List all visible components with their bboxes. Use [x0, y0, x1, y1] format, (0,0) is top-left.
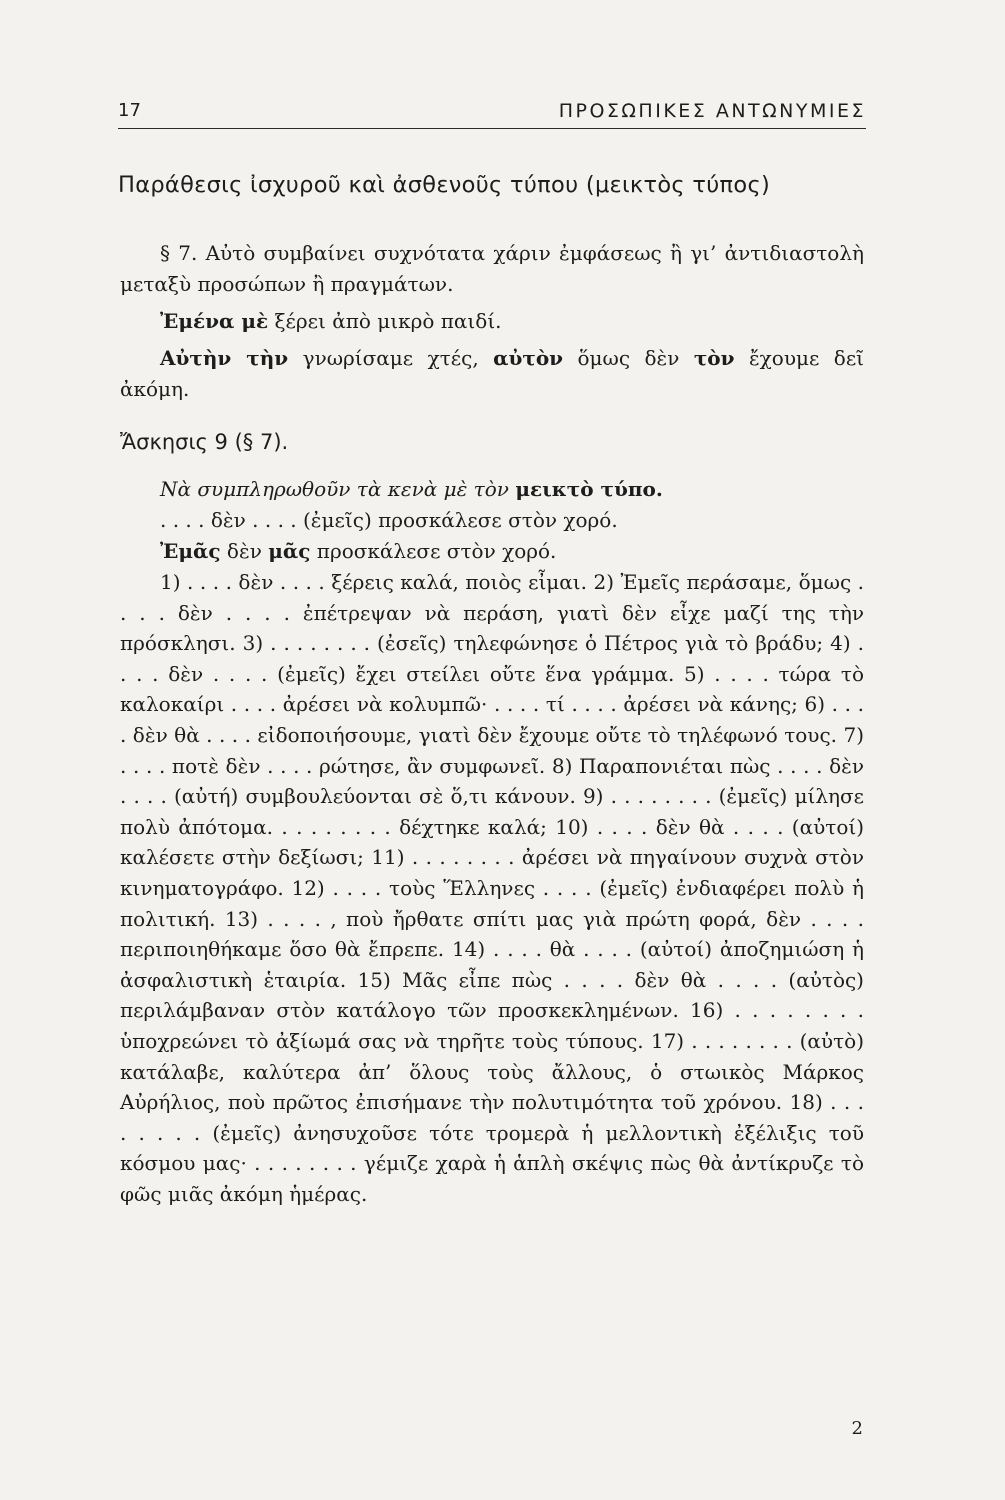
example-1-emphasis: Ἐμένα μὲ: [160, 309, 269, 333]
answer-text-b: προσκάλεσε στὸν χορό.: [310, 539, 557, 563]
example-2-emphasis-c: τὸν: [693, 346, 735, 370]
instruction-text: Νὰ συμπληρωθοῦν τὰ κενὰ μὲ τὸν: [160, 477, 516, 501]
page-number-top: 17: [118, 100, 141, 121]
answer-emphasis-a: Ἐμᾶς: [160, 539, 221, 563]
example-2-text-a: γνωρίσαμε χτές,: [288, 346, 494, 370]
example-2: [120, 343, 864, 405]
answer-emphasis-b: μᾶς: [268, 539, 311, 563]
exercise-sample-answer: [120, 536, 864, 567]
example-2-text-b: ὅμως δὲν: [563, 346, 694, 370]
exercise-title: Ἄσκησις 9 (§ 7).: [120, 430, 289, 454]
exercise-instruction: [120, 474, 864, 505]
example-1-text: ξέρει ἀπὸ μικρὸ παιδί.: [268, 309, 502, 333]
example-2-emphasis-b: αὐτὸν: [493, 346, 564, 370]
instruction-emphasis: μεικτὸ τύπο.: [515, 477, 663, 501]
running-head: [118, 98, 866, 129]
example-1: [120, 306, 864, 337]
running-title: ΠΡΟΣΩΠΙΚΕΣ ΑΝΤΩΝΥΜΙΕΣ: [558, 100, 866, 122]
paragraph-7: § 7. Αὐτὸ συμβαίνει συχνότατα χάριν ἐμφάσεως ἢ γι’ ἀντιδιαστολὴ μεταξὺ προσώπων ἢ πραγμάτων.: [120, 241, 864, 296]
section-heading: Παράθεσις ἰσχυροῦ καὶ ἀσθενοῦς τύπου (μεικτὸς τύπος): [118, 172, 771, 198]
body-text: [120, 238, 864, 1209]
exercise-items: 1) . . . . δὲν . . . . ξέρεις καλά, ποιὸς εἶμαι. 2) Ἐμεῖς περάσαμε, ὅμως . . . . δὲν . . . . ἐπέτρεψαν νὰ περάση, γιατὶ δὲν εἶχε μαζί της τὴν πρόσκλησι. 3) . . . . . . . . (ἐσεῖς) τηλεφώνησε ὁ Πέτρος γιὰ τὸ βράδυ; 4) . . . . δὲν . . . . (ἐμεῖς) ἔχει στείλει οὔτε ἕνα γράμμα. 5) . . . . τώρα τὸ καλοκαίρι . . . . ἀρέσει νὰ κολυμπῶ· . . . . τί . . . . ἀρέσει νὰ κάνης; 6) . . . . δὲν θὰ . . . . εἰδοποιήσουμε, γιατὶ δὲν ἔχουμε οὔτε τὸ τηλέφωνό τους. 7) . . . . ποτὲ δὲν . . . . ρώτησε, ἂν συμφωνεῖ. 8) Παραπονιέται πὼς . . . . δὲν . . . . (αὐτή) συμβουλεύονται σὲ ὅ,τι κάνουν. 9) . . . . . . . . (ἐμεῖς) μίλησε πολὺ ἀπότομα. . . . . . . . . δέχτηκε καλά; 10) . . . . δὲν θὰ . . . . (αὐτοί) καλέσετε στὴν δεξίωσι; 11) . . . . . . . . ἀρέσει νὰ πηγαίνουν συχνὰ στὸν κινηματογράφο. 12) . . . . τοὺς Ἕλληνες . . . . (ἐμεῖς) ἐνδιαφέρει πολὺ ἡ πολιτική. 13) . . . . , ποὺ ἤρθατε σπίτι μας γιὰ πρώτη φορά, δὲν . . . . περιποιηθήκαμε ὅσο θὰ ἔπρεπε. 14) . . . . θὰ . . . . (αὐτοί) ἀποζημιώση ἡ ἀσφαλιστικὴ ἑταιρία. 15) Μᾶς εἶπε πὼς . . . . δὲν θὰ . . . . (αὐτὸς) περιλάμβαναν στὸν κατάλογο τῶν προσκεκλημένων. 16) . . . . . . . . ὑποχρεώνει τὸ ἀξίωμά σας νὰ τηρῆτε τοὺς τύπους. 17) . . . . . . . . (αὐτὸ) κατάλαβε, καλύτερα ἀπ’ ὅλους τοὺς ἄλλους, ὁ στωικὸς Μάρκος Αὐρήλιος, ποὺ πρῶτος ἐπισήμανε τὴν πολυτιμότητα τοῦ χρόνου. 18) . . . . . . . . (ἐμεῖς) ἀνησυχοῦσε τότε τρομερὰ ἡ μελλοντικὴ ἐξέλιξις τοῦ κόσμου μας· . . . . . . . . γέμιζε χαρὰ ἡ ἁπλὴ σκέψις πὼς θὰ ἀντίκρυζε τὸ φῶς μιᾶς ἀκόμη ἡμέρας.: [120, 570, 864, 1206]
example-2-text-c: ἔχουμε δεῖ ἀκόμη.: [120, 346, 865, 401]
page-number-bottom: 2: [851, 1418, 863, 1439]
exercise-sample: . . . . δὲν . . . . (ἐμεῖς) προσκάλεσε στὸν χορό.: [160, 508, 618, 532]
example-2-emphasis-a: Αὐτὴν τὴν: [160, 346, 289, 370]
answer-text-a: δὲν: [220, 539, 269, 563]
